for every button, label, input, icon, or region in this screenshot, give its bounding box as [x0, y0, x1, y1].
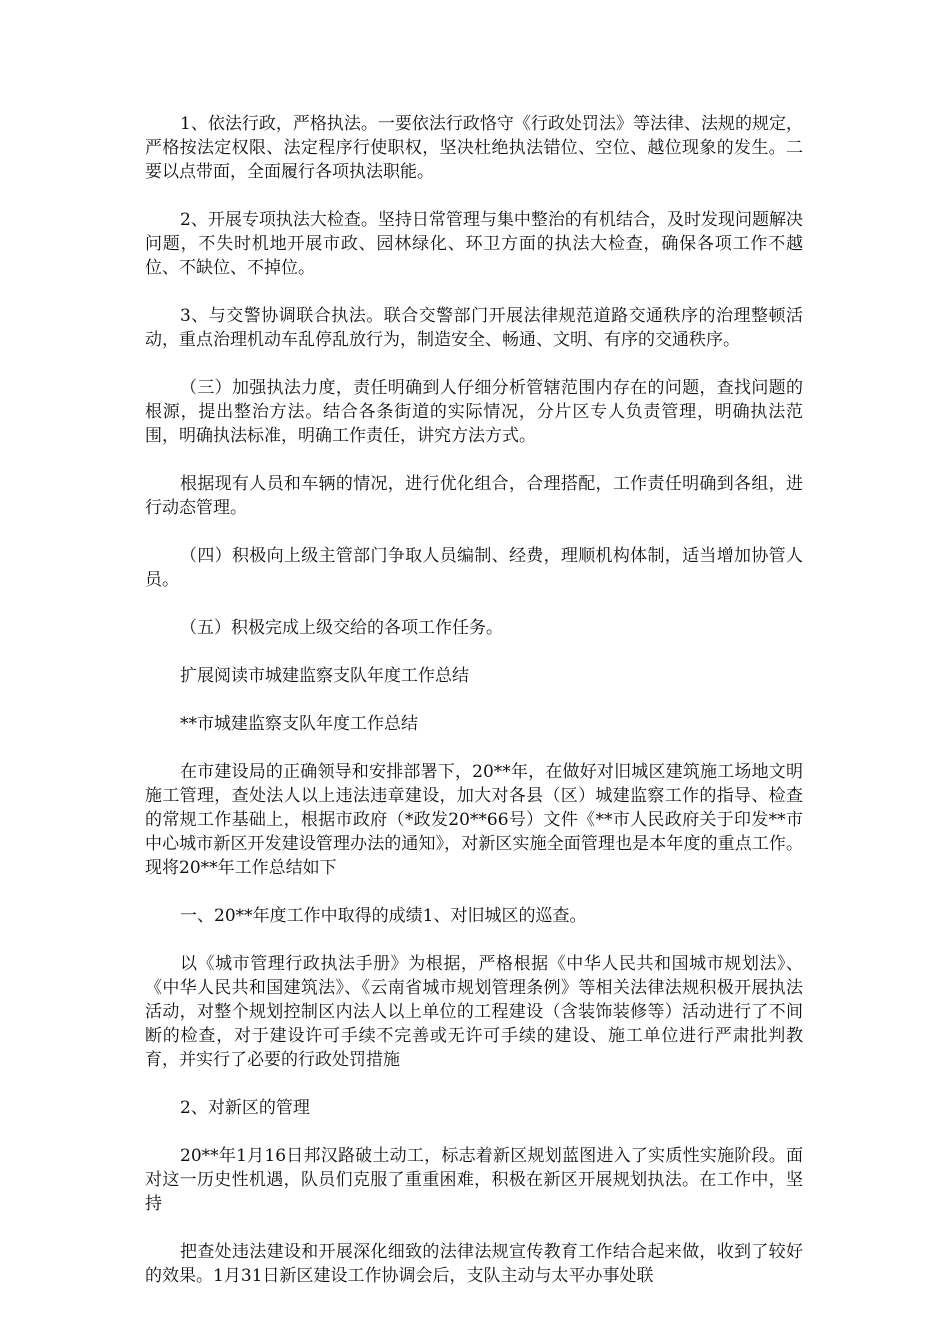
paragraph-new-district-start: 20**年1月16日邦汉路破土动工，标志着新区规划蓝图进入了实质性实施阶段。面对这一历史性机遇，队员们克服了重重困难，积极在新区开展规划执法。在工作中，坚持 — [145, 1146, 803, 1214]
document-page — [145, 112, 803, 1312]
paragraph-staffing-funds: （四）积极向上级主管部门争取人员编制、经费，理顺机构体制，适当增加协管人员。 — [145, 546, 803, 590]
paragraph-rule-of-law: 1、依法行政，严格执法。一要依法行政恪守《行政处罚法》等法律、法规的规定，严格按法定权限、法定程序行使职权，坚决杜绝执法错位、空位、越位现象的发生。二要以点带面，全面履行各项执法职能。 — [145, 114, 803, 182]
paragraph-strengthen-enforcement: （三）加强执法力度，责任明确到人仔细分析管辖范围内存在的问题，查找问题的根源，提出整治方法。结合各条街道的实际情况，分片区专人负责管理，明确执法范围，明确执法标准，明确工作责任，讲究方法方式。 — [145, 378, 803, 446]
paragraph-joint-enforcement: 3、与交警协调联合执法。联合交警部门开展法律规范道路交通秩序的治理整顿活动，重点治理机动车乱停乱放行为，制造安全、畅通、文明、有序的交通秩序。 — [145, 306, 803, 350]
section-title: **市城建监察支队年度工作总结 — [180, 714, 418, 734]
paragraph-special-inspection: 2、开展专项执法大检查。坚持日常管理与集中整治的有机结合，及时发现问题解决问题，不失时机地开展市政、园林绿化、环卫方面的执法大检查，确保各项工作不越位、不缺位、不掉位。 — [145, 210, 803, 278]
paragraph-extended-reading: 扩展阅读市城建监察支队年度工作总结 — [180, 666, 469, 686]
paragraph-education-combined: 把查处违法建设和开展深化细致的法律法规宣传教育工作结合起来做，收到了较好的效果。1月31日新区建设工作协调会后，支队主动与太平办事处联 — [145, 1242, 803, 1286]
paragraph-achievements-heading: 一、20**年度工作中取得的成绩1、对旧城区的巡查。 — [180, 906, 587, 926]
paragraph-introduction: 在市建设局的正确领导和安排部署下，20**年，在做好对旧城区建筑施工场地文明施工管理，查处法人以上违法违章建设，加大对各县（区）城建监察工作的指导、检查的常规工作基础上，根据市政府（*政发20**66号）文件《**市人民政府关于印发**市中心城市新区开发建设管理办法的通知》，对新区实施全面管理也是本年度的重点工作。现将20**年工作总结如下 — [145, 762, 803, 878]
paragraph-new-district-heading: 2、对新区的管理 — [180, 1098, 310, 1118]
paragraph-complete-tasks: （五）积极完成上级交给的各项工作任务。 — [180, 618, 503, 638]
paragraph-old-city-inspection: 以《城市管理行政执法手册》为根据，严格根据《中华人民共和国城市规划法》、《中华人民共和国建筑法》、《云南省城市规划管理条例》等相关法律法规积极开展执法活动，对整个规划控制区内法人以上单位的工程建设（含装饰装修等）活动进行了不间断的检查，对于建设许可手续不完善或无许可手续的建设、施工单位进行严肃批判教育，并实行了必要的行政处罚措施 — [145, 954, 803, 1070]
paragraph-staff-vehicles: 根据现有人员和车辆的情况，进行优化组合，合理搭配，工作责任明确到各组，进行动态管理。 — [145, 474, 803, 518]
